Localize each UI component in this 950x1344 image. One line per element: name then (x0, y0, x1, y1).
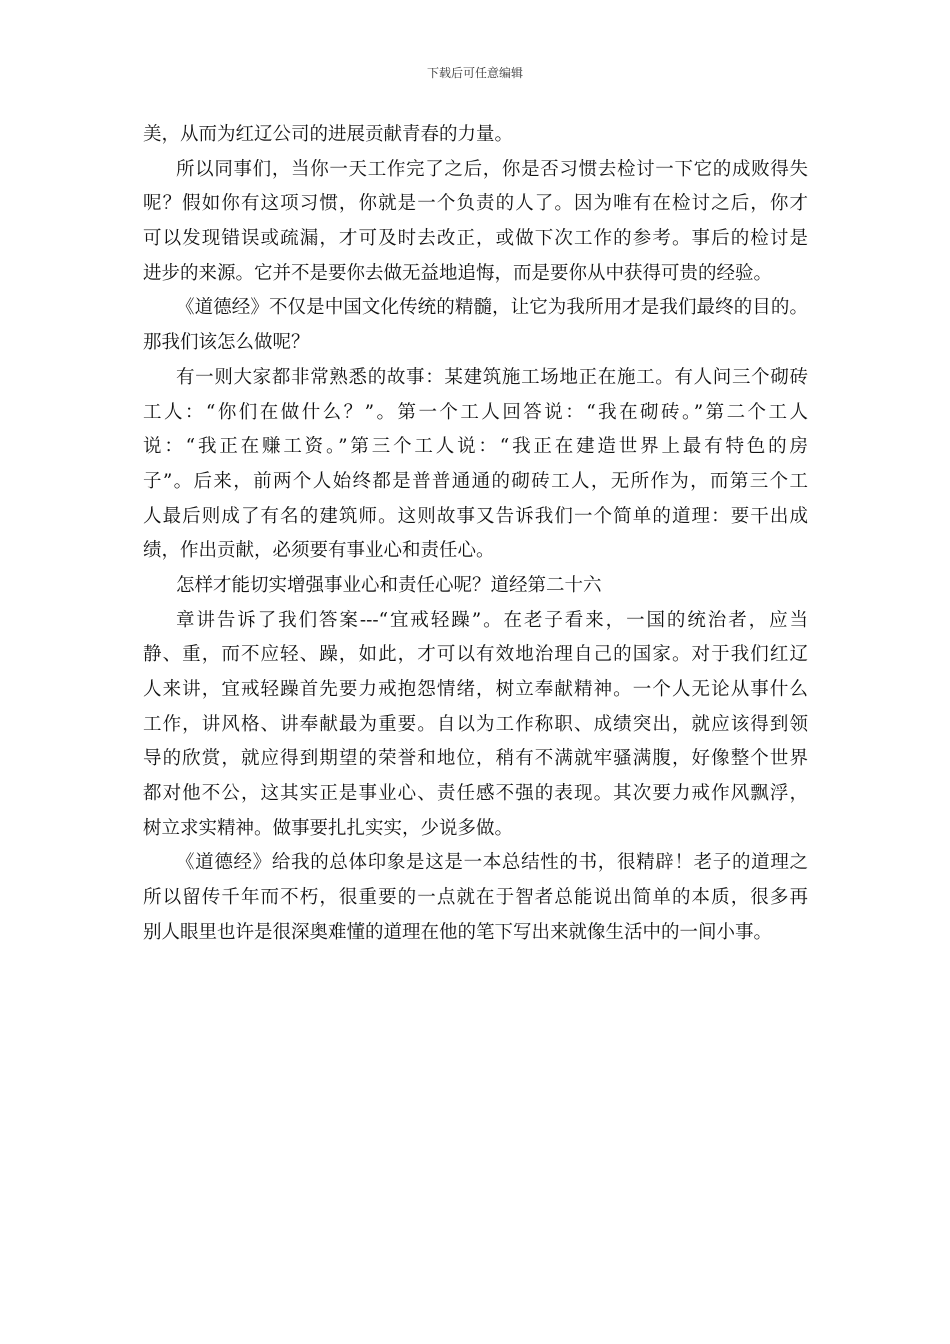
text-line: 进步的来源。它并不是要你去做无益地追悔，而是要你从中获得可贵的经验。 (143, 262, 773, 284)
text-line: 所以留传千年而不朽，很重要的一点就在于智者总能说出简单的本质，很多再 (143, 887, 808, 909)
text-line: 都对他不公，这其实正是事业心、责任感不强的表现。其次要力戒作风飘浮， (143, 783, 808, 805)
page-header: 下载后可任意编辑 (426, 66, 523, 80)
text-line: 呢？假如你有这项习惯，你就是一个负责的人了。因为唯有在检讨之后，你才 (143, 193, 808, 215)
text-line: 美，从而为红辽公司的进展贡献青春的力量。 (143, 124, 514, 145)
text-line: 那我们该怎么做呢？ (143, 332, 310, 354)
text-line: 可以发现错误或疏漏，才可及时去改正，或做下次工作的参考。事后的检讨是 (143, 228, 808, 250)
text-line: 说：“我正在赚工资。”第三个工人说：“我正在建造世界上最有特色的房 (143, 436, 808, 458)
text-line: 子”。后来，前两个人始终都是普普通通的砌砖工人，无所作为，而第三个工 (143, 470, 808, 492)
text-line: 树立求实精神。做事要扎扎实实，少说多做。 (143, 817, 514, 839)
text-line: 章讲告诉了我们答案---“宜戒轻躁”。在老子看来，一国的统治者，应当 (176, 609, 808, 631)
text-line: 怎样才能切实增强事业心和责任心呢？道经第二十六 (176, 574, 602, 596)
text-line: 静、重，而不应轻、躁，如此，才可以有效地治理自己的国家。对于我们红辽 (143, 644, 808, 666)
text-line: 人最后则成了有名的建筑师。这则故事又告诉我们一个简单的道理：要干出成 (143, 505, 808, 527)
text-line: 有一则大家都非常熟悉的故事：某建筑施工场地正在施工。有人问三个砌砖 (176, 366, 808, 388)
text-line: 《道德经》不仅是中国文化传统的精髓，让它为我所用才是我们最终的目的。 (176, 297, 808, 319)
text-line: 工人：“你们在做什么？”。第一个工人回答说：“我在砌砖。”第二个工人 (143, 401, 808, 423)
document-body (143, 118, 808, 951)
text-line: 绩，作出贡献，必须要有事业心和责任心。 (143, 540, 495, 562)
text-line: 别人眼里也许是很深奥难懂的道理在他的笔下写出来就像生活中的一间小事。 (143, 921, 773, 943)
text-line: 导的欣赏，就应得到期望的荣誉和地位，稍有不满就牢骚满腹，好像整个世界 (143, 748, 808, 770)
text-line: 《道德经》给我的总体印象是这是一本总结性的书，很精辟！老子的道理之 (176, 852, 808, 874)
text-line: 工作，讲风格、讲奉献最为重要。自以为工作称职、成绩突出，就应该得到领 (143, 713, 808, 735)
text-line: 所以同事们，当你一天工作完了之后，你是否习惯去检讨一下它的成败得失 (176, 158, 808, 180)
text-line: 人来讲，宜戒轻躁首先要力戒抱怨情绪，树立奉献精神。一个人无论从事什么 (143, 679, 808, 700)
